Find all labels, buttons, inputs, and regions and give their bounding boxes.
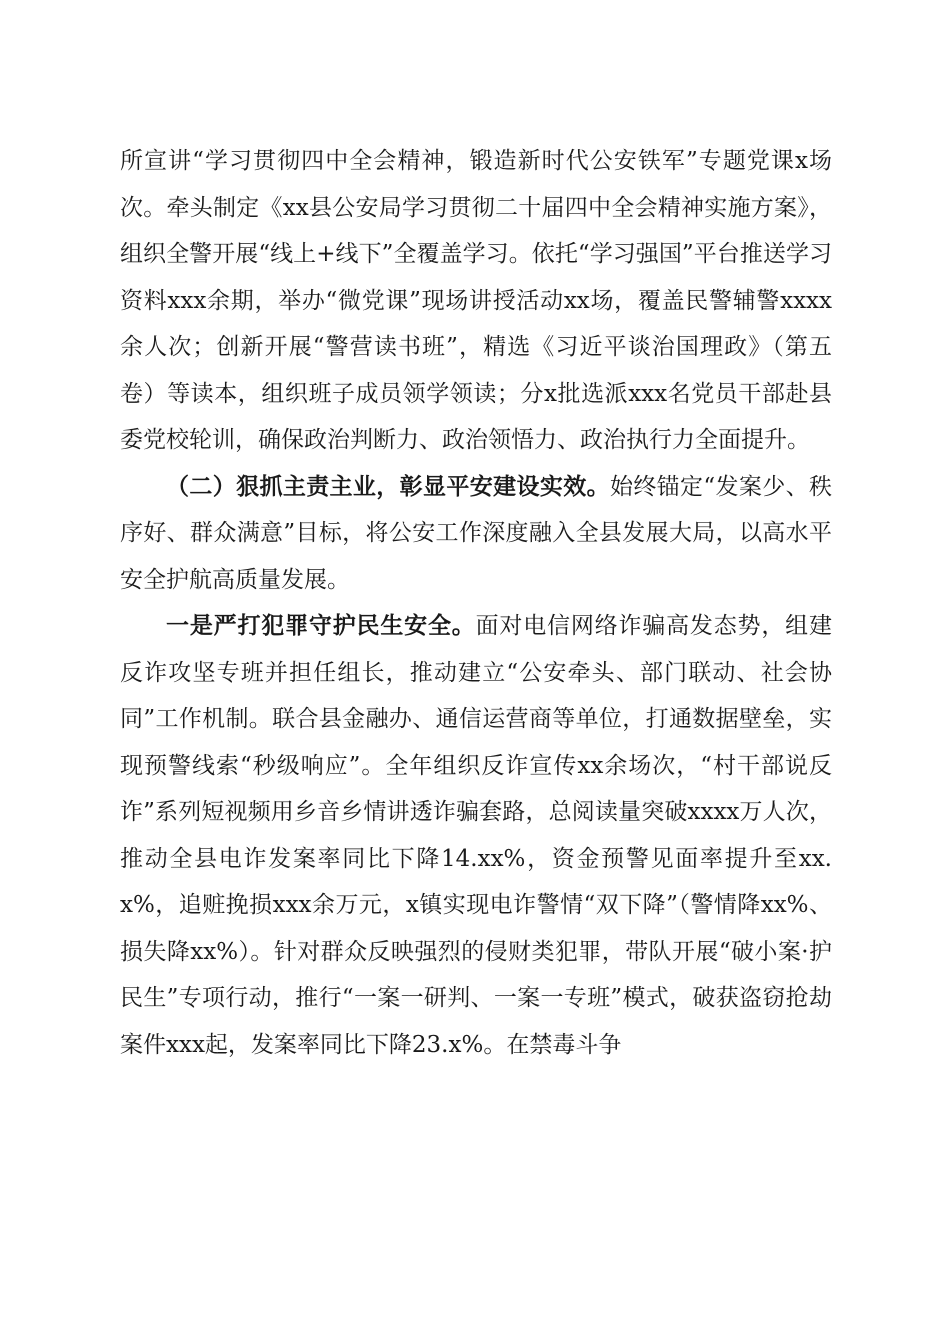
section-heading: （二）狠抓主责主业，彰显平安建设实效。 [166, 472, 610, 500]
paragraph-text: 始终锚定“发案少、秩序好、群众满意”目标，将公安工作深度融入全县发展大局，以高水平安全护航高质量发展。 [120, 473, 833, 593]
paragraph-continued [120, 138, 832, 464]
paragraph-text: 面对电信网络诈骗高发态势，组建反诈攻坚专班并担任组长，推动建立“公安牵头、部门联动、社会协同”工作机制。联合县金融办、通信运营商等单位，打通数据壁垒，实现预警线索“秒级响应”。全年组织反诈宣传xx余场次，“村干部说反诈”系列短视频用乡音乡情讲透诈骗套路，总阅读量突破xxxx万人次，推动全县电诈发案率同比下降14.xx%，资金预警见面率提升至xx.x%，追赃挽损xxx余万元，x镇实现电诈警情“双下降”（警情降xx%、损失降xx%）。针对群众反映强烈的侵财类犯罪，带队开展“破小案·护民生”专项行动，推行“一案一研判、一案一专班”模式，破获盗窃抢劫案件xxx起，发案率同比下降23.x%。在禁毒斗争 [120, 613, 833, 1058]
point-heading: 一是严打犯罪守护民生安全。 [166, 612, 476, 639]
paragraph-text: 所宣讲“学习贯彻四中全会精神，锻造新时代公安铁军”专题党课x场次。牵头制定《xx县公安局学习贯彻二十届四中全会精神实施方案》，组织全警开展“线上+线下”全覆盖学习。依托“学习强国”平台推送学习资料xxx余期，举办“微党课”现场讲授活动xx场，覆盖民警辅警xxxx余人次；创新开展“警营读书班”，精选《习近平谈治国理政》（第五卷）等读本，组织班子成员领学领读；分x批选派xxx名党员干部赴县委党校轮训，确保政治判断力、政治领悟力、政治执行力全面提升。 [120, 148, 832, 453]
paragraph-section-two [120, 464, 832, 604]
paragraph-point-one [120, 603, 832, 1068]
document-body [120, 138, 832, 1068]
